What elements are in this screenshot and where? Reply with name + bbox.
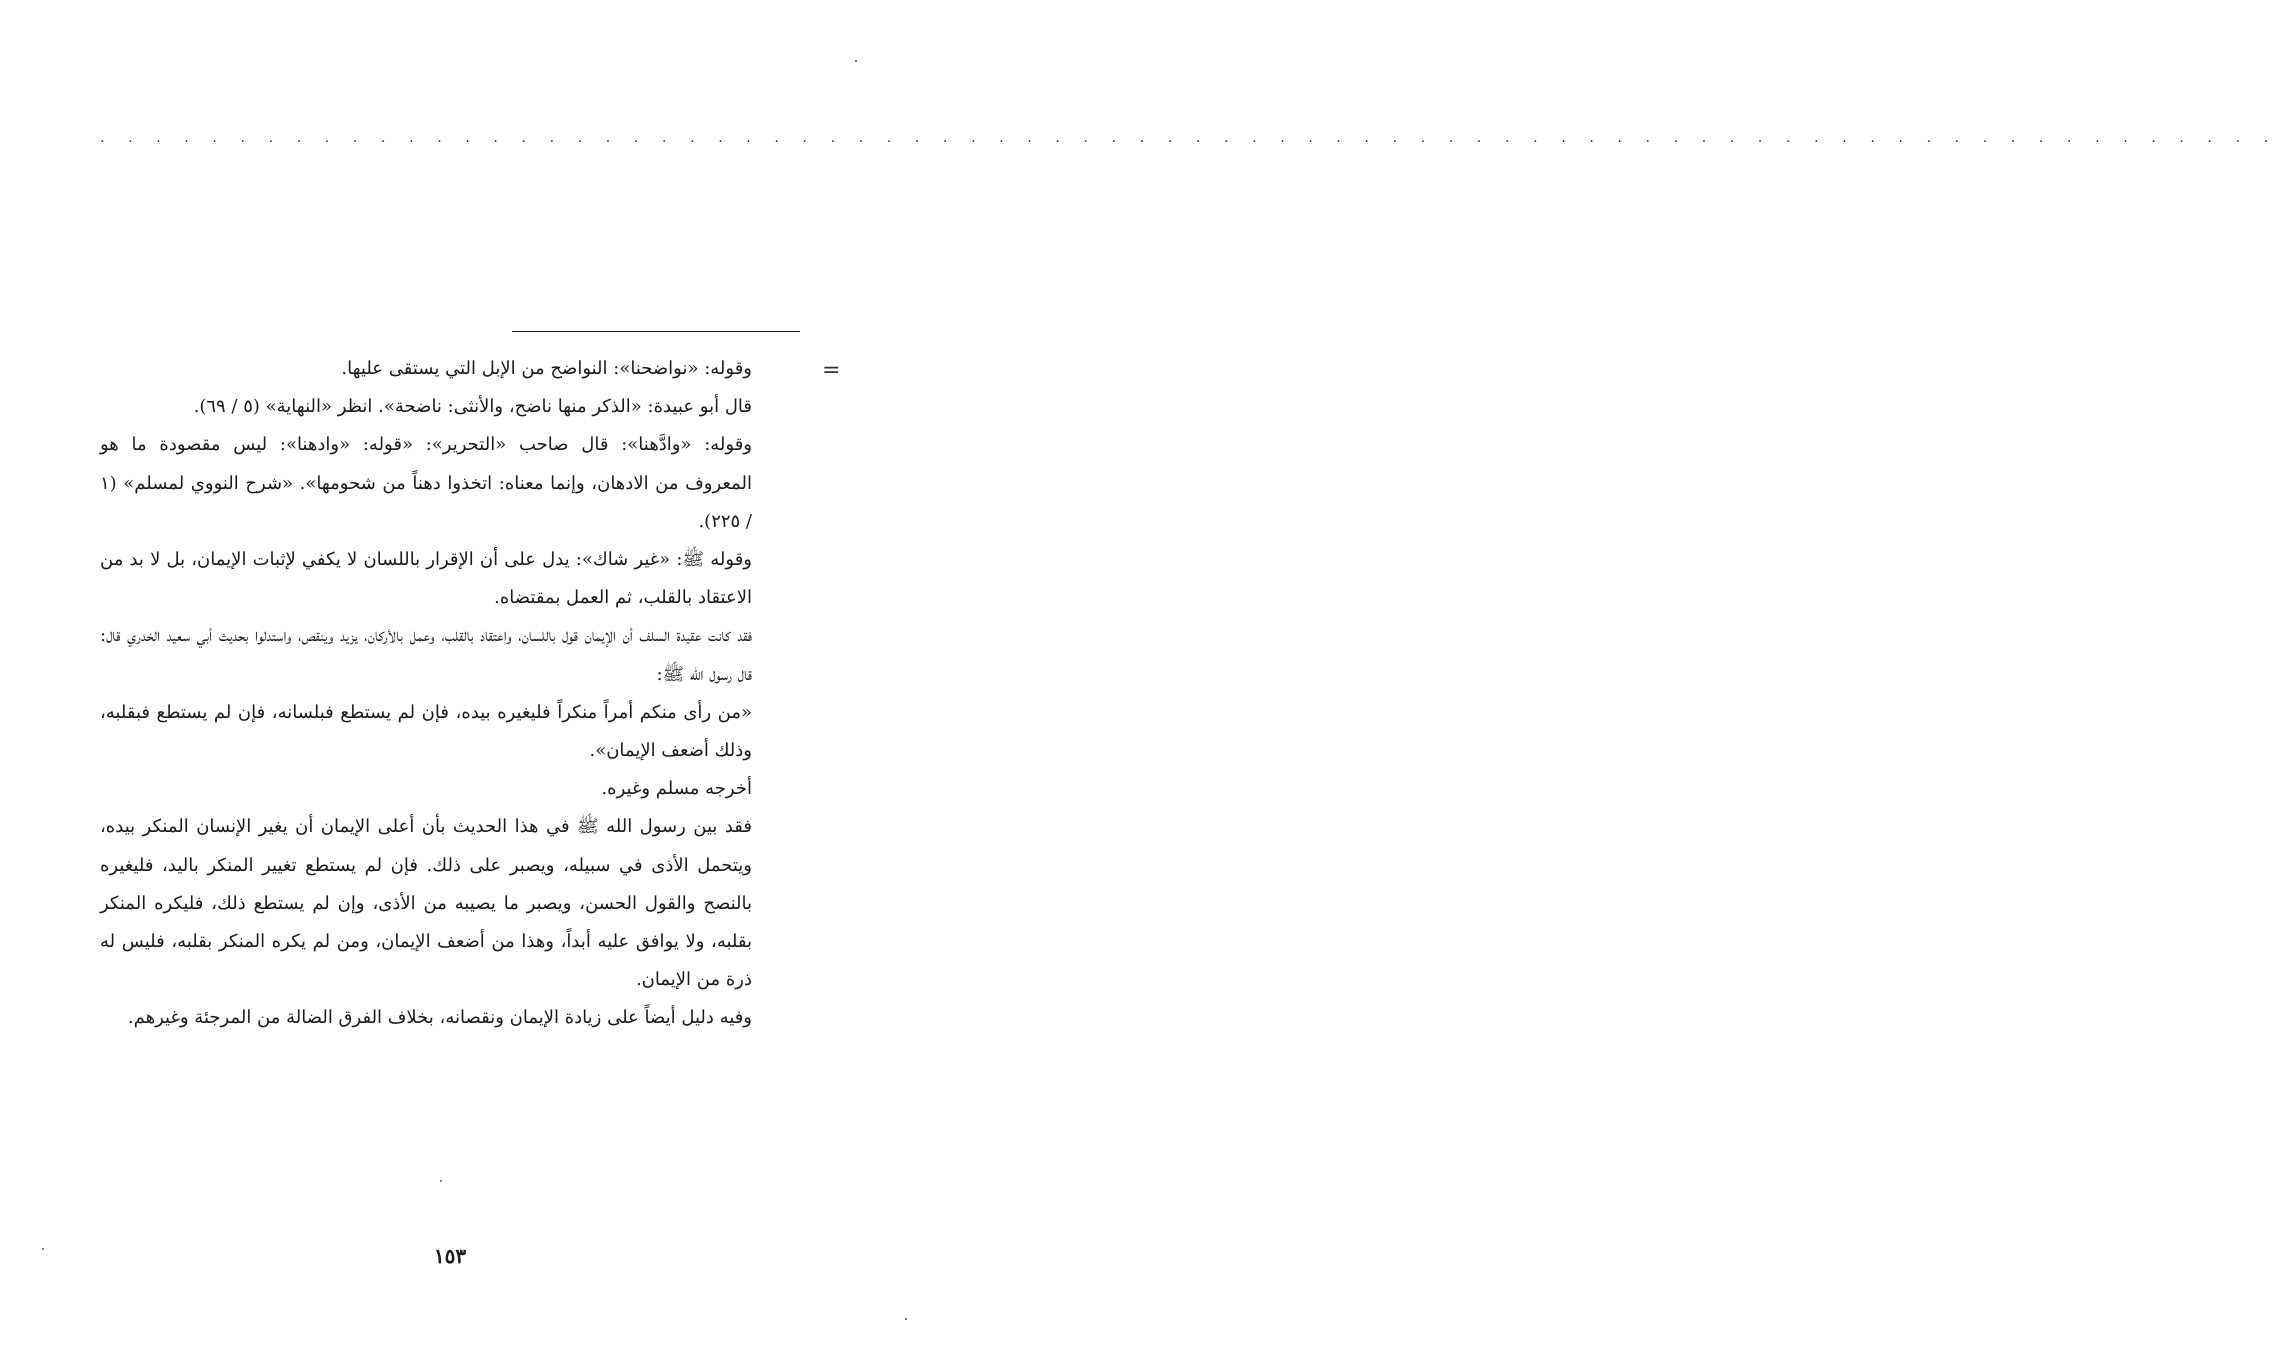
footnote-paragraph: وقوله: «وادَّهنا»: قال صاحب «التحرير»: «قوله: «وادهنا»: ليس مقصودة ما هو المعروف من الادهان، وإنما معناه: اتخذوا دهناً من شحومها». «شرح النووي لمسلم» (١ / ٢٢٥). [100,434,752,532]
scan-speck [905,1318,907,1320]
footnote-paragraph: وقوله: «نواضحنا»: النواضح من الإبل التي يستقى عليها. [341,358,752,379]
footnote-paragraph: قال أبو عبيدة: «الذكر منها ناضح، والأنثى: ناضحة». انظر «النهاية» (٥ / ٦٩). [193,396,752,418]
hadith-source: أخرجه مسلم وغيره. [601,778,752,800]
footnote-paragraph: فقد كانت عقيدة السلف أن الإيمان قول باللسان، واعتقاد بالقلب، وعمل بالأركان، يزيد وينقص، واستدلوا بحديث أبي سعيد الخدري قال: قال رسول الله ﷺ: [100,625,753,685]
margin-mark: = [822,358,841,383]
dotted-separator: . . . . . . . . . . . . . . . . . . . . . . . . . . . . . . . . . . . . . . . . . . . . . . . . . . . . . . . . . . . . . . . . . . . . . . . . . . . . . . [100,130,2278,146]
footnote-paragraph: فقد بين رسول الله ﷺ في هذا الحديث بأن أعلى الإيمان أن يغير الإنسان المنكر بيده، ويتحمل الأذى في سبيله، ويصبر على ذلك. فإن لم يستطع تغيير المنكر باليد، فليغيره بالنصح والقول الحسن، ويصبر ما يصيبه من الأذى، وإن لم يستطع ذلك، فليكره المنكر بقلبه، ولا يوافق عليه أبداً، وهذا من أضعف الإيمان، ومن لم يكره المنكر بقلبه، فليس له ذرة من الإيمان. [100,816,752,991]
footnote-paragraph: وقوله ﷺ: «غير شاك»: يدل على أن الإقرار باللسان لا يكفي لإثبات الإيمان، بل لا بد من الاعتقاد بالقلب، ثم العمل بمقتضاه. [100,549,752,609]
scan-speck [855,60,857,62]
footnote-rule [512,331,800,332]
footnote-paragraph: وفيه دليل أيضاً على زيادة الإيمان ونقصانه، بخلاف الفرق الضالة من المرجئة وغيرهم. [127,1007,752,1029]
footnote-block [100,350,752,1220]
scan-speck [42,1248,44,1250]
page-number: ١٥٣ [433,1244,467,1268]
scan-speck [440,1180,442,1182]
hadith-quote: «من رأى منكم أمراً منكراً فليغيره بيده، فإن لم يستطع فبلسانه، فإن لم يستطع فبقلبه، وذلك أضعف الإيمان». [100,701,752,762]
